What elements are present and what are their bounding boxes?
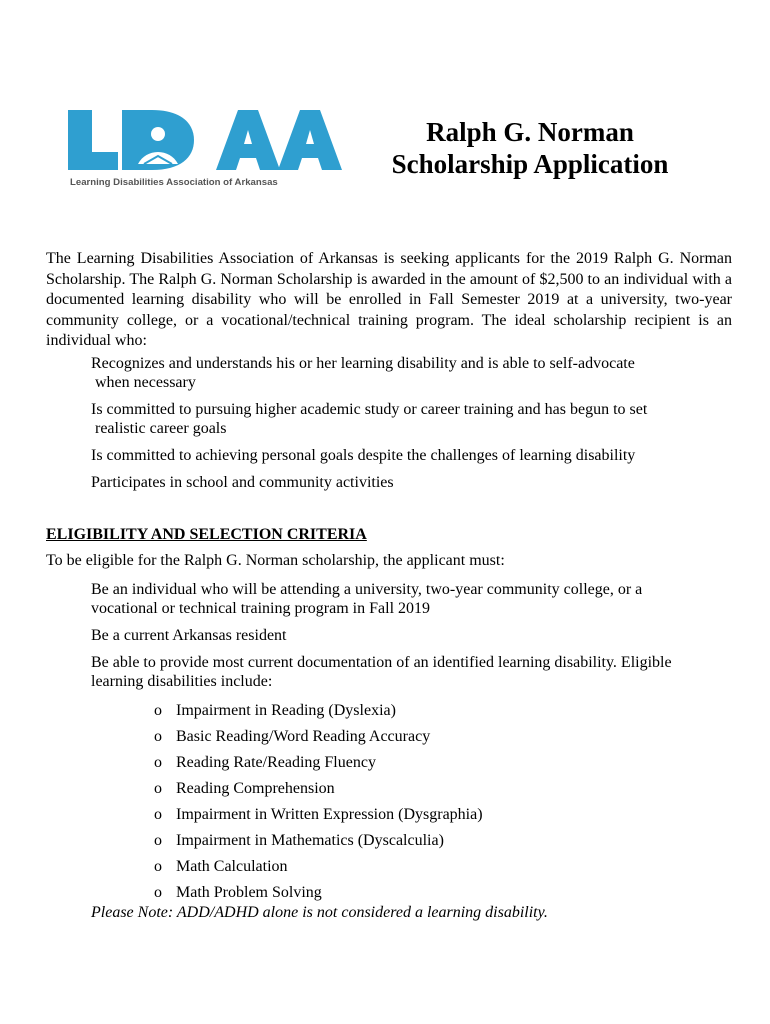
list-item-text: Be a current Arkansas resident [91, 627, 287, 644]
list-item [91, 626, 736, 645]
list-item-text: Is committed to pursuing higher academic study or career training and has begun to set [91, 401, 648, 418]
list-item [154, 724, 483, 750]
requirements-list [91, 580, 736, 699]
list-item [154, 750, 483, 776]
list-item-text: Reading Rate/Reading Fluency [176, 754, 376, 771]
list-item [91, 400, 731, 438]
list-item-text: Impairment in Reading (Dyslexia) [176, 702, 396, 719]
bullet-icon: o [154, 754, 162, 771]
list-item [154, 698, 483, 724]
list-item-text: Be able to provide most current documentation of an identified learning disability. Eligible [91, 654, 672, 671]
list-item-text: Impairment in Written Expression (Dysgraphia) [176, 806, 483, 823]
bullet-icon: o [154, 728, 162, 745]
title-line-1: Ralph G. Norman [426, 117, 634, 147]
bullet-icon: o [154, 858, 162, 875]
list-item-text: Recognizes and understands his or her learning disability and is able to self-advocate [91, 355, 635, 372]
bullet-icon: o [154, 702, 162, 719]
list-item [91, 653, 736, 691]
bullet-icon: o [154, 806, 162, 823]
list-item [154, 802, 483, 828]
disabilities-list [154, 698, 483, 906]
list-item-text: Math Calculation [176, 858, 288, 875]
list-item-text-cont: when necessary [95, 374, 196, 391]
list-item-text: Math Problem Solving [176, 884, 322, 901]
list-item-text: Is committed to achieving personal goals despite the challenges of learning disability [91, 447, 636, 464]
title-line-2: Scholarship Application [391, 149, 669, 179]
list-item-text: Be an individual who will be attending a university, two-year community college, or a [91, 581, 643, 598]
list-item [91, 354, 731, 392]
list-item-text-cont: realistic career goals [95, 420, 227, 437]
eligibility-intro: To be eligible for the Ralph G. Norman scholarship, the applicant must: [46, 552, 505, 569]
bullet-icon: o [154, 884, 162, 901]
intro-paragraph: The Learning Disabilities Association of Arkansas is seeking applicants for the 2019 Ralph G. Norman Scholarship. The Ralph G. Norman Scholarship is awarded in the amount of $2,500 to an individual with a documented learning disability who will be enrolled in Fall Semester 2019 at a university, two-year community college, or a vocational/technical training program. The ideal scholarship recipient is an individual who: [46, 250, 732, 349]
qualities-list [91, 354, 731, 500]
list-item-text-cont: learning disabilities include: [91, 673, 273, 690]
list-item [154, 854, 483, 880]
eligibility-heading: ELIGIBILITY AND SELECTION CRITERIA [46, 526, 367, 543]
list-item-text-cont: vocational or technical training program in Fall 2019 [91, 600, 431, 617]
page-title [360, 116, 700, 180]
list-item-text: Basic Reading/Word Reading Accuracy [176, 728, 431, 745]
ldaa-logo [66, 108, 346, 188]
list-item-text: Participates in school and community activities [91, 474, 394, 491]
bullet-icon: o [154, 780, 162, 797]
logo-subtitle: Learning Disabilities Association of Arkansas [70, 177, 278, 188]
list-item [91, 446, 731, 465]
list-item-text: Impairment in Mathematics (Dyscalculia) [176, 832, 444, 849]
ldaa-logo-graphic [66, 108, 346, 188]
note-text: Please Note: ADD/ADHD alone is not considered a learning disability. [91, 904, 548, 921]
list-item-text: Reading Comprehension [176, 780, 335, 797]
bullet-icon: o [154, 832, 162, 849]
list-item [91, 473, 731, 492]
list-item [154, 828, 483, 854]
list-item [154, 776, 483, 802]
list-item [91, 580, 736, 618]
